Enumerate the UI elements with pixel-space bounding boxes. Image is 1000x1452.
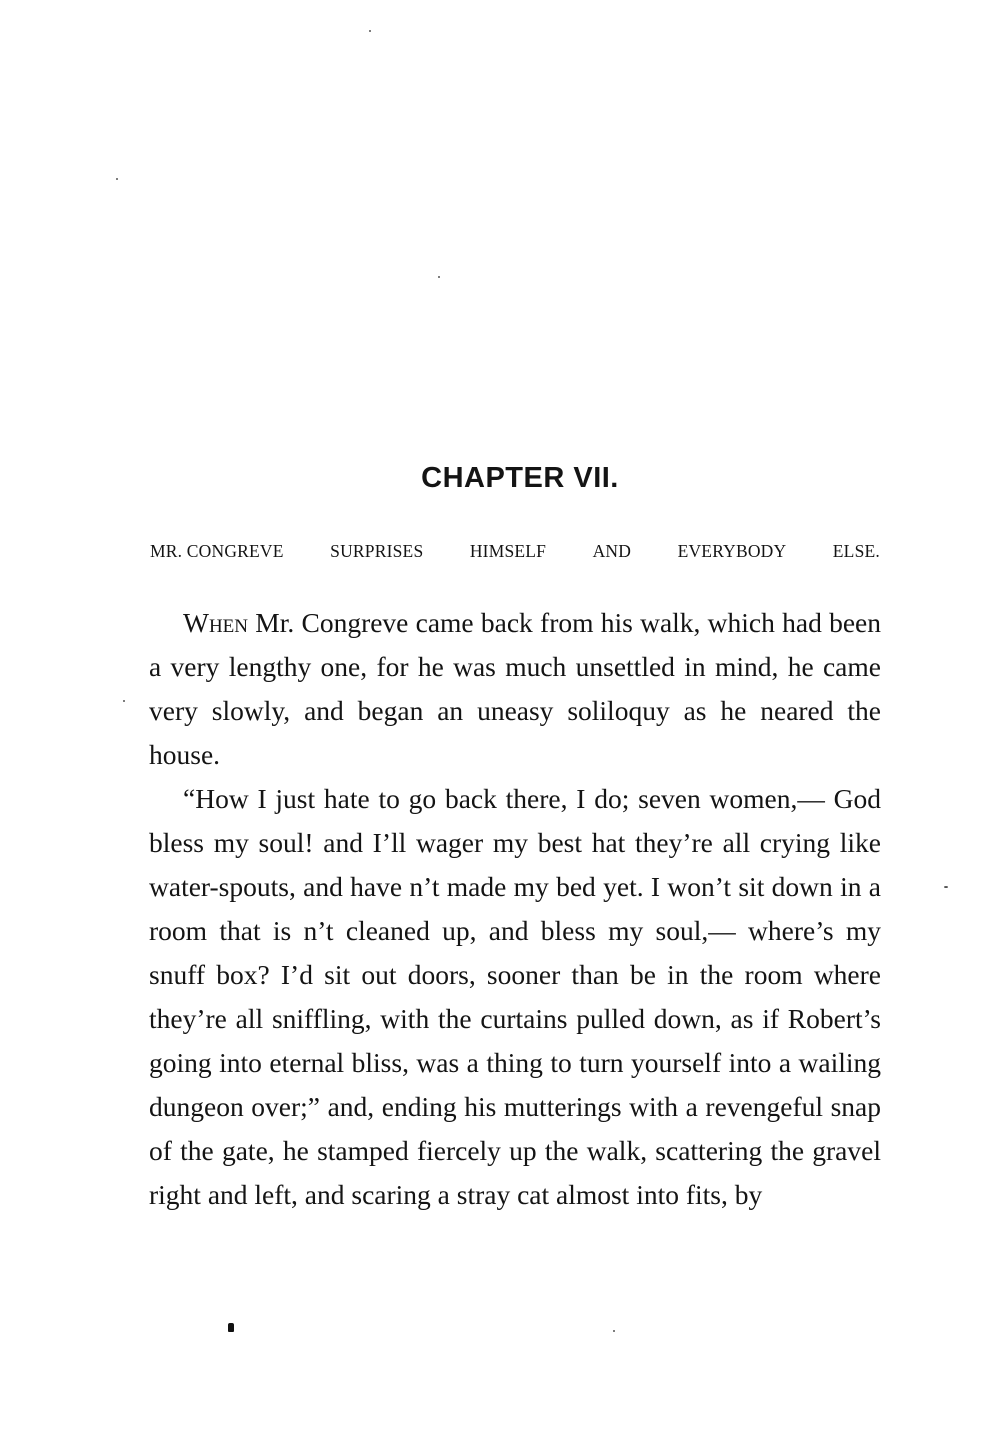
subtitle-word: EVERYBODY [677, 541, 787, 561]
print-speck [123, 700, 125, 702]
paragraph [149, 601, 881, 777]
subtitle-word: SURPRISES [330, 541, 424, 561]
subtitle-word: AND [592, 541, 632, 561]
paragraph-text: “How I just hate to go back there, I do; seven women,— God bless my soul! and I’ll wager my best hat they’re all crying like water-spouts, and have n’t made my bed yet. I won’t sit down in a room that is n’t cleaned up, and bless my soul,— where’s my snuff box? I’d sit out doors, sooner than be in the room where they’re all sniffling, with the curtains pulled down, as if Robert’s going into eternal bliss, was a thing to turn yourself into a wailing dungeon over;” and, ending his mutterings with a revengeful snap of the gate, he stamped fiercely up the walk, scattering the gravel right and left, and scaring a stray cat almost into fits, by [149, 783, 881, 1210]
print-speck [944, 886, 948, 888]
subtitle-word: MR. CONGREVE [150, 541, 284, 561]
signature-mark [228, 1323, 234, 1332]
subtitle-word: HIMSELF [469, 541, 547, 561]
chapter-heading: CHAPTER VII. [421, 462, 619, 494]
print-speck [613, 1330, 615, 1332]
chapter-subtitle [150, 541, 880, 562]
print-speck [116, 178, 118, 180]
print-speck [438, 276, 440, 278]
paragraph-text: Mr. Congreve came back from his walk, which had been a very lengthy one, for he was much unsettled in mind, he came very slowly, and began an uneasy soliloquy as he neared the house. [149, 607, 881, 770]
subtitle-word: ELSE. [832, 541, 880, 561]
print-speck [369, 30, 371, 32]
chapter-body [149, 601, 881, 1217]
paragraph-lead-word: When [183, 607, 249, 638]
paragraph [149, 777, 881, 1217]
